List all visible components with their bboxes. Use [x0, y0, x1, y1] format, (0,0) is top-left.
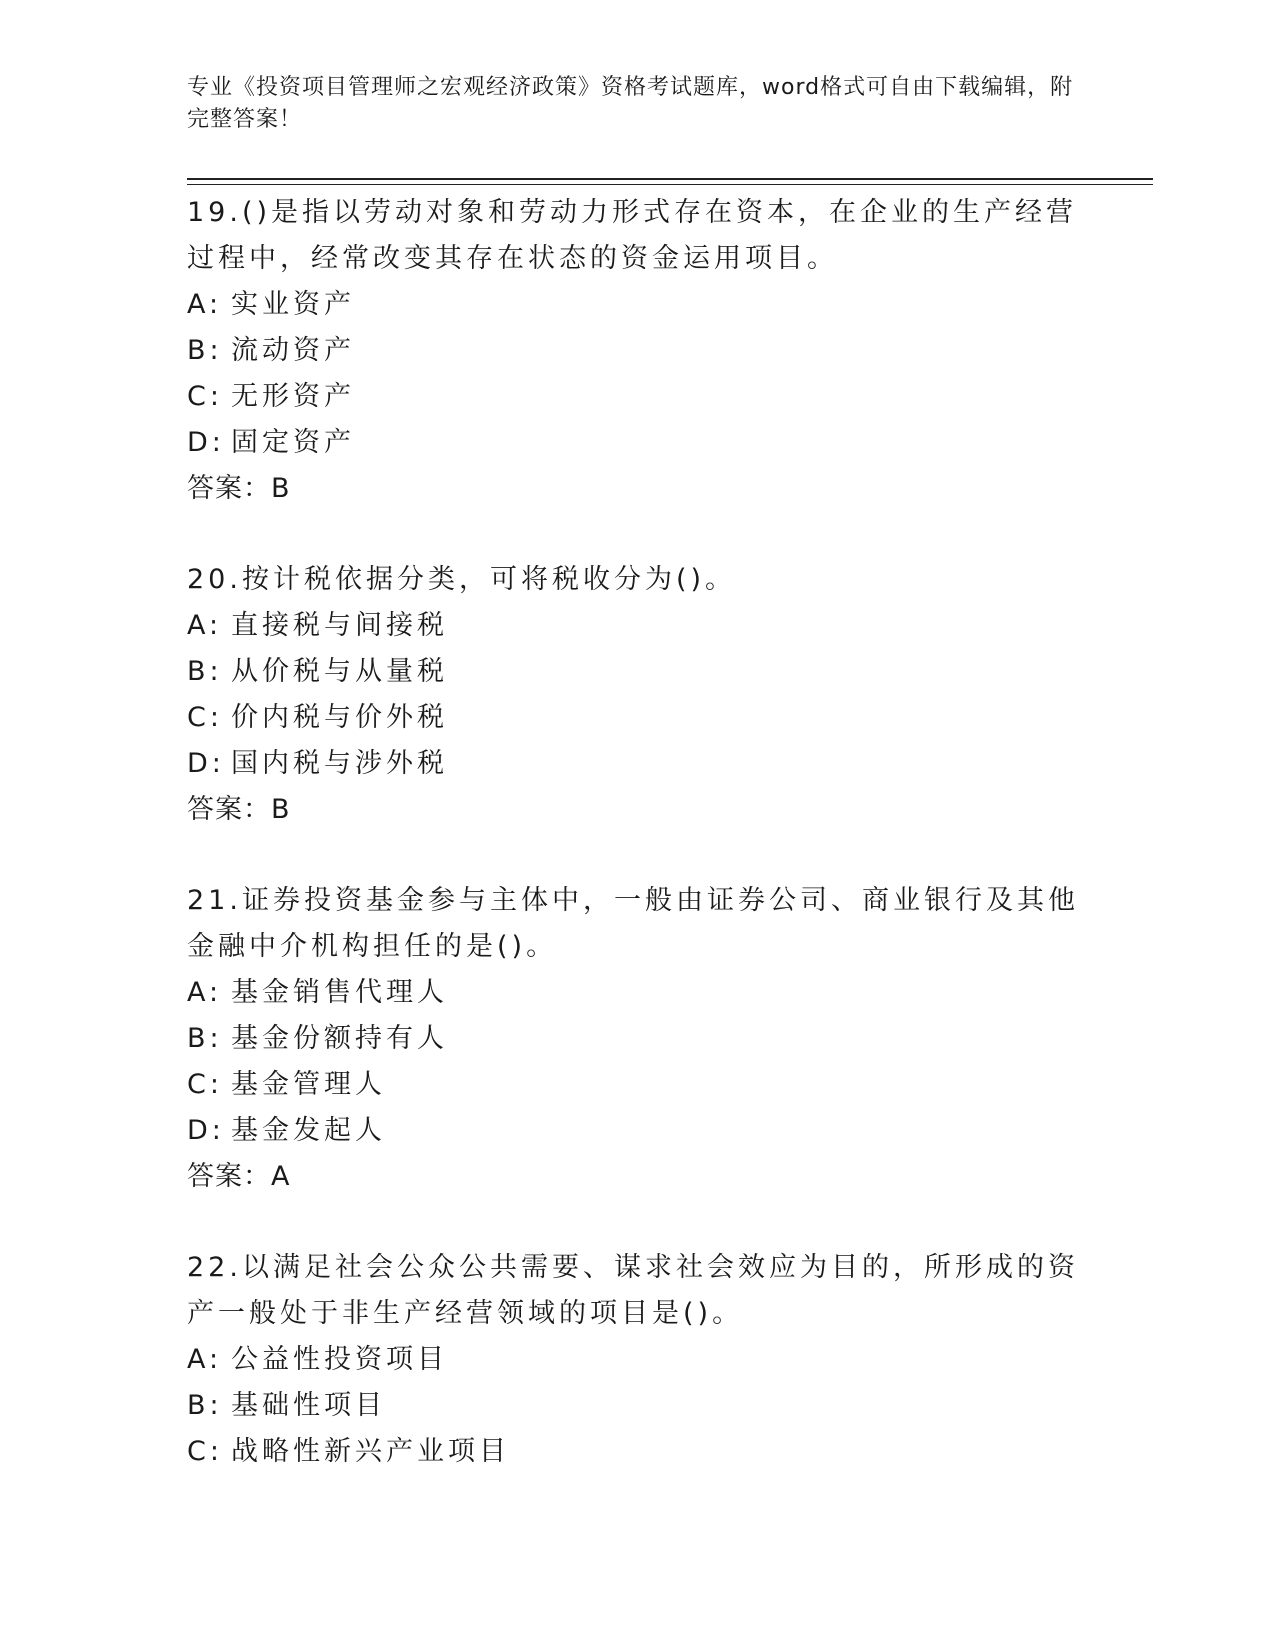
option-text: 基金发起人	[231, 1115, 386, 1146]
option-key: C:	[187, 381, 223, 412]
option-text: 直接税与间接税	[231, 610, 448, 641]
question-stem: 20.按计税依据分类，可将税收分为()。	[187, 564, 737, 595]
option-a	[187, 1337, 1087, 1383]
option-b	[187, 649, 1087, 695]
question-stem: 19.()是指以劳动对象和劳动力形式存在资本，在企业的生产经营过程中，经常改变其存在状态的资金运用项目。	[187, 197, 1078, 274]
option-key: D:	[187, 1115, 225, 1146]
option-text: 无形资产	[231, 381, 355, 412]
option-key: B:	[187, 1390, 223, 1421]
question-22	[187, 1245, 1087, 1475]
option-key: B:	[187, 656, 223, 687]
option-d	[187, 420, 1087, 466]
option-key: D:	[187, 748, 225, 779]
option-b	[187, 1016, 1087, 1062]
option-text: 基金管理人	[231, 1069, 386, 1100]
question-stem: 22.以满足社会公众公共需要、谋求社会效应为目的，所形成的资产一般处于非生产经营领域的项目是()。	[187, 1252, 1079, 1329]
option-key: B:	[187, 1023, 223, 1054]
option-b	[187, 328, 1087, 374]
question-19	[187, 190, 1087, 512]
option-a	[187, 970, 1087, 1016]
option-text: 实业资产	[231, 289, 355, 320]
option-a	[187, 603, 1087, 649]
answer-line: 答案：B	[187, 473, 291, 504]
question-21	[187, 878, 1087, 1200]
option-text: 固定资产	[231, 427, 355, 458]
option-key: D:	[187, 427, 225, 458]
option-key: A:	[187, 289, 223, 320]
answer-line: 答案：A	[187, 1161, 291, 1192]
option-text: 战略性新兴产业项目	[231, 1436, 510, 1467]
option-text: 基础性项目	[231, 1390, 386, 1421]
option-c	[187, 1062, 1087, 1108]
header-divider-thick	[187, 178, 1153, 180]
option-c	[187, 374, 1087, 420]
option-text: 基金销售代理人	[231, 977, 448, 1008]
option-text: 国内税与涉外税	[231, 748, 448, 779]
answer-line: 答案：B	[187, 794, 291, 825]
header-divider-thin	[187, 184, 1153, 185]
option-key: C:	[187, 702, 223, 733]
option-key: B:	[187, 335, 223, 366]
option-b	[187, 1383, 1087, 1429]
option-text: 公益性投资项目	[231, 1344, 448, 1375]
option-key: A:	[187, 1344, 223, 1375]
option-text: 价内税与价外税	[231, 702, 448, 733]
option-d	[187, 1108, 1087, 1154]
option-a	[187, 282, 1087, 328]
option-text: 流动资产	[231, 335, 355, 366]
option-key: C:	[187, 1069, 223, 1100]
question-20	[187, 557, 1087, 833]
option-key: A:	[187, 977, 223, 1008]
option-c	[187, 695, 1087, 741]
option-text: 从价税与从量税	[231, 656, 448, 687]
document-header: 专业《投资项目管理师之宏观经济政策》资格考试题库，word格式可自由下载编辑，附完整答案！	[187, 75, 1074, 132]
option-d	[187, 741, 1087, 787]
question-list	[187, 190, 1087, 1520]
option-key: C:	[187, 1436, 223, 1467]
option-c	[187, 1429, 1087, 1475]
question-stem: 21.证券投资基金参与主体中，一般由证券公司、商业银行及其他金融中介机构担任的是()。	[187, 885, 1079, 962]
option-key: A:	[187, 610, 223, 641]
option-text: 基金份额持有人	[231, 1023, 448, 1054]
